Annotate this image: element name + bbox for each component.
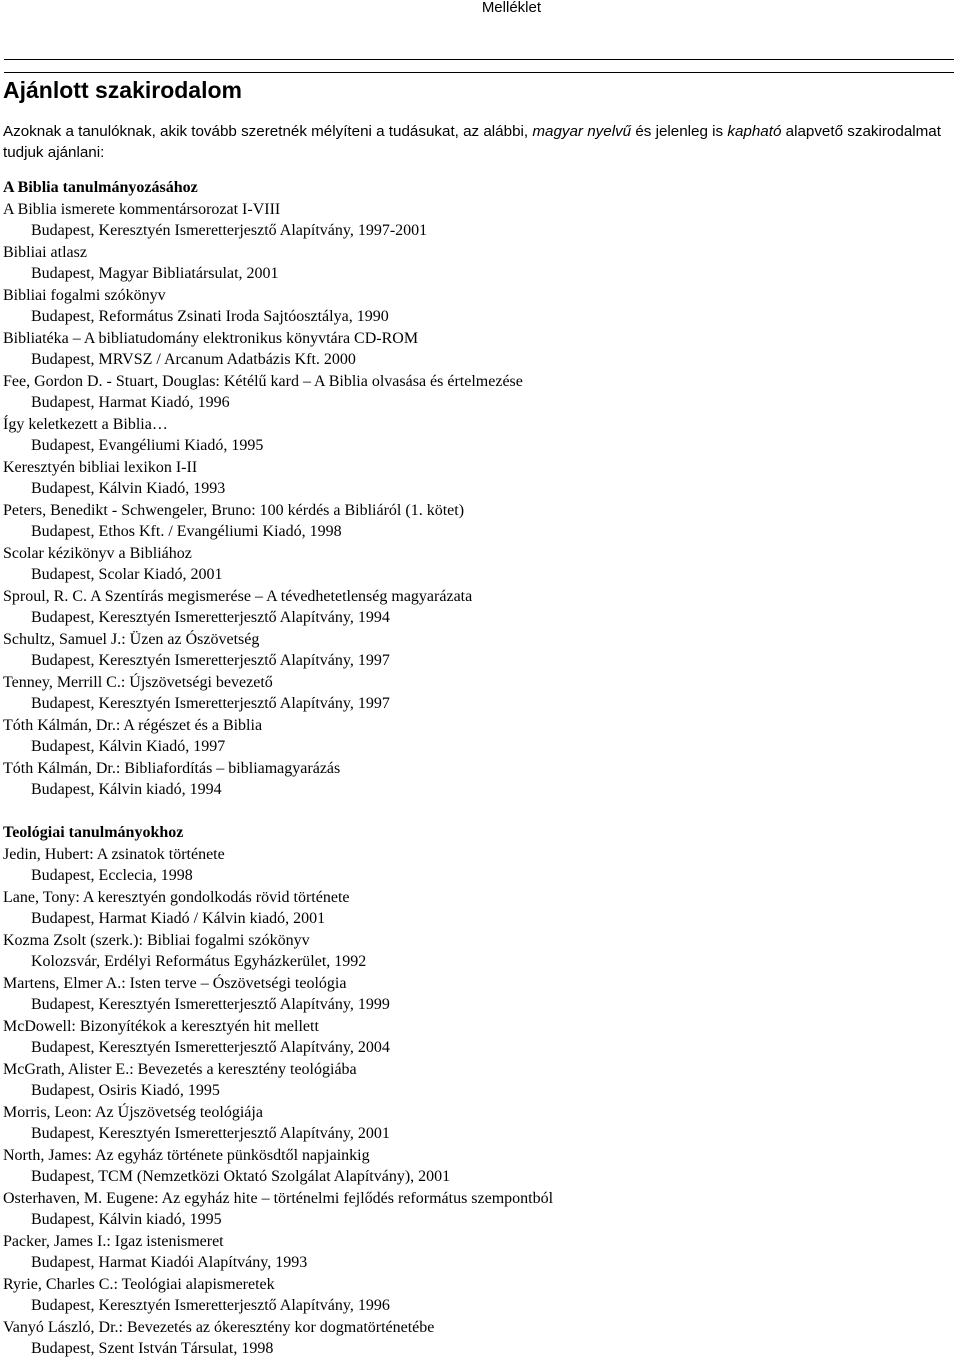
entry-publisher: Budapest, Keresztyén Ismeretterjesztő Alapítvány, 1994 bbox=[31, 609, 390, 626]
entry-publisher: Budapest, Keresztyén Ismeretterjesztő Alapítvány, 1996 bbox=[31, 1297, 390, 1314]
entry-title: North, James: Az egyház története pünkösdtől napjainkig bbox=[3, 1146, 370, 1164]
entry-publisher: Kolozsvár, Erdélyi Református Egyházkerület, 1992 bbox=[31, 953, 367, 970]
entry-publisher: Budapest, TCM (Nemzetközi Oktató Szolgálat Alapítvány), 2001 bbox=[31, 1168, 451, 1185]
entry-title: Vanyó László, Dr.: Bevezetés az ókeresztény kor dogmatörténetébe bbox=[3, 1318, 435, 1336]
entry-publisher: Budapest, Keresztyén Ismeretterjesztő Alapítvány, 1997 bbox=[31, 695, 390, 712]
entry-publisher: Budapest, Kálvin kiadó, 1995 bbox=[31, 1211, 222, 1228]
entry-publisher: Budapest, Keresztyén Ismeretterjesztő Alapítvány, 1997 bbox=[31, 652, 390, 669]
intro-emphasis-2: kapható bbox=[727, 123, 782, 140]
entry-publisher: Budapest, Szent István Társulat, 1998 bbox=[31, 1340, 274, 1357]
entry-publisher: Budapest, Osiris Kiadó, 1995 bbox=[31, 1082, 220, 1099]
entry-title: Schultz, Samuel J.: Üzen az Ószövetség bbox=[3, 630, 260, 648]
bibliography-list bbox=[3, 177, 958, 1360]
entry-title: McGrath, Alister E.: Bevezetés a keresztény teológiába bbox=[3, 1060, 357, 1078]
section-spacer bbox=[3, 801, 958, 823]
entry-publisher: Budapest, Kálvin kiadó, 1994 bbox=[31, 781, 222, 798]
entry-title: Bibliatéka – A bibliatudomány elektronikus könyvtára CD-ROM bbox=[3, 329, 419, 347]
entry-publisher: Budapest, Harmat Kiadói Alapítvány, 1993 bbox=[31, 1254, 308, 1271]
entry-title: Martens, Elmer A.: Isten terve – Ószövetségi teológia bbox=[3, 974, 347, 992]
entry-title: Bibliai fogalmi szókönyv bbox=[3, 286, 166, 304]
entry-publisher: Budapest, Ethos Kft. / Evangéliumi Kiadó, 1998 bbox=[31, 523, 342, 540]
section-heading: Teológiai tanulmányokhoz bbox=[3, 824, 184, 841]
entry-publisher: Budapest, Keresztyén Ismeretterjesztő Alapítvány, 1999 bbox=[31, 996, 390, 1013]
entry-publisher: Budapest, Keresztyén Ismeretterjesztő Alapítvány, 2004 bbox=[31, 1039, 390, 1056]
entry-publisher: Budapest, Magyar Bibliatársulat, 2001 bbox=[31, 265, 279, 282]
entry-publisher: Budapest, Ecclecia, 1998 bbox=[31, 867, 193, 884]
entry-title: Kozma Zsolt (szerk.): Bibliai fogalmi szókönyv bbox=[3, 931, 310, 949]
section-heading: A Biblia tanulmányozásához bbox=[3, 179, 198, 196]
entry-title: Scolar kézikönyv a Bibliához bbox=[3, 544, 192, 562]
entry-title: Tenney, Merrill C.: Újszövetségi bevezető bbox=[3, 673, 273, 691]
intro-text-3: alapvető szakirodalmat tudjuk ajánlani: bbox=[3, 123, 941, 161]
entry-publisher: Budapest, Keresztyén Ismeretterjesztő Alapítvány, 2001 bbox=[31, 1125, 390, 1142]
entry-title: McDowell: Bizonyítékok a keresztyén hit mellett bbox=[3, 1017, 319, 1035]
entry-publisher: Budapest, Keresztyén Ismeretterjesztő Alapítvány, 1997-2001 bbox=[31, 222, 428, 239]
intro-text-2: és jelenleg is bbox=[631, 123, 728, 140]
page-title: Ajánlott szakirodalom bbox=[3, 77, 242, 103]
entry-title: Tóth Kálmán, Dr.: Bibliafordítás – bibliamagyarázás bbox=[3, 759, 341, 777]
entry-title: Fee, Gordon D. - Stuart, Douglas: Kétélű kard – A Biblia olvasása és értelmezése bbox=[3, 372, 523, 390]
entry-title: Így keletkezett a Biblia… bbox=[3, 415, 168, 433]
top-divider bbox=[4, 59, 954, 60]
entry-title: Osterhaven, M. Eugene: Az egyház hite – történelmi fejlődés református szempontból bbox=[3, 1189, 554, 1207]
entry-publisher: Budapest, Harmat Kiadó / Kálvin kiadó, 2001 bbox=[31, 910, 326, 927]
entry-publisher: Budapest, MRVSZ / Arcanum Adatbázis Kft. 2000 bbox=[31, 351, 356, 368]
title-divider bbox=[4, 72, 954, 73]
entry-title: Morris, Leon: Az Újszövetség teológiája bbox=[3, 1103, 263, 1121]
entry-title: Tóth Kálmán, Dr.: A régészet és a Biblia bbox=[3, 716, 263, 734]
entry-title: Peters, Benedikt - Schwengeler, Bruno: 100 kérdés a Bibliáról (1. kötet) bbox=[3, 501, 465, 519]
entry-publisher: Budapest, Evangéliumi Kiadó, 1995 bbox=[31, 437, 264, 454]
entry-title: Lane, Tony: A keresztyén gondolkodás rövid története bbox=[3, 888, 350, 906]
entry-title: Packer, James I.: Igaz istenismeret bbox=[3, 1232, 224, 1250]
entry-title: Ryrie, Charles C.: Teológiai alapismeretek bbox=[3, 1275, 275, 1293]
entry-title: Jedin, Hubert: A zsinatok története bbox=[3, 845, 225, 863]
entry-publisher: Budapest, Harmat Kiadó, 1996 bbox=[31, 394, 230, 411]
intro-emphasis-1: magyar nyelvű bbox=[532, 123, 632, 140]
entry-publisher: Budapest, Református Zsinati Iroda Sajtóosztálya, 1990 bbox=[31, 308, 389, 325]
intro-paragraph bbox=[3, 121, 958, 163]
intro-text-1: Azoknak a tanulóknak, akik tovább szeretnék mélyíteni a tudásukat, az alábbi, bbox=[3, 123, 533, 140]
entry-title: Keresztyén bibliai lexikon I-II bbox=[3, 458, 198, 476]
entry-title: A Biblia ismerete kommentársorozat I-VIII bbox=[3, 200, 281, 218]
appendix-label: Melléklet bbox=[481, 0, 541, 16]
entry-publisher: Budapest, Kálvin Kiadó, 1993 bbox=[31, 480, 226, 497]
entry-publisher: Budapest, Kálvin Kiadó, 1997 bbox=[31, 738, 226, 755]
entry-publisher: Budapest, Scolar Kiadó, 2001 bbox=[31, 566, 223, 583]
entry-title: Sproul, R. C. A Szentírás megismerése – A tévedhetetlenség magyarázata bbox=[3, 587, 473, 605]
entry-title: Bibliai atlasz bbox=[3, 243, 87, 261]
